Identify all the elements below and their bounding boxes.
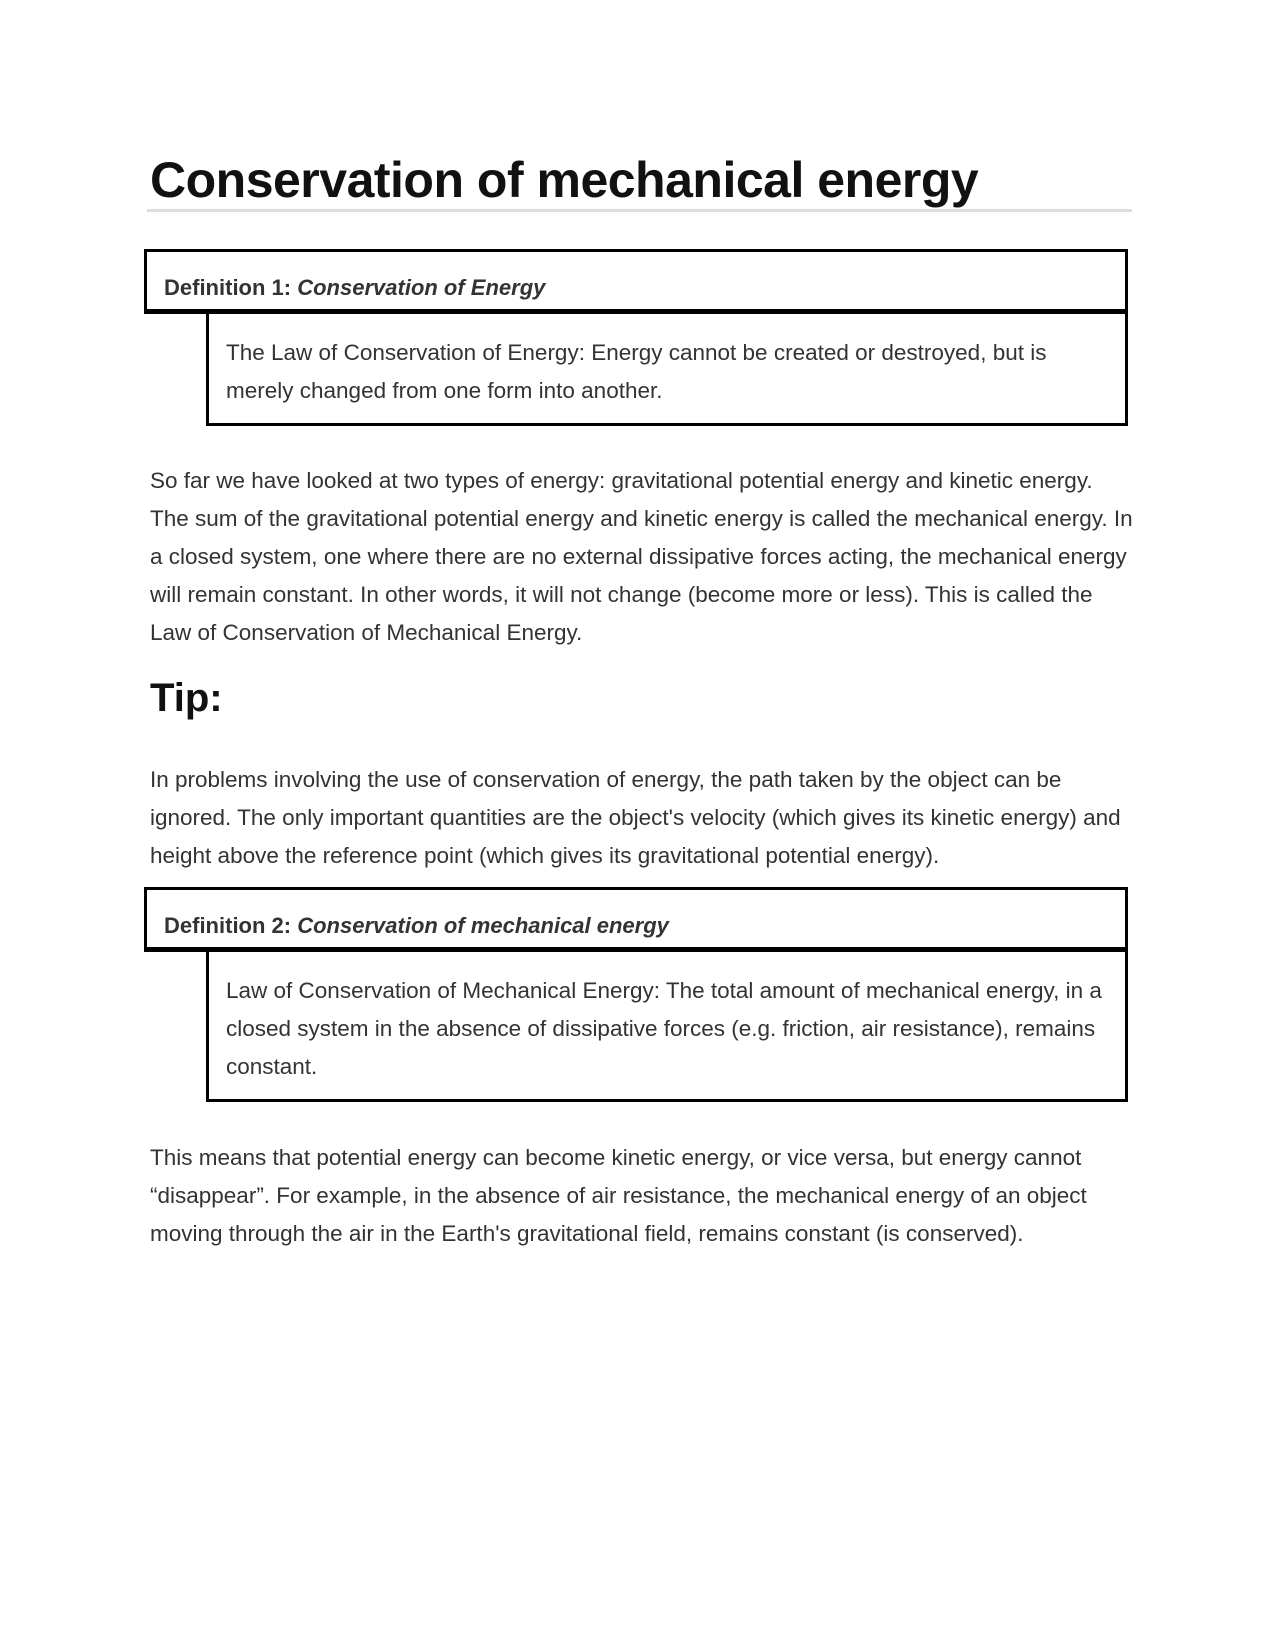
definition-2-body <box>206 952 1128 1102</box>
definition-1-text: The Law of Conservation of Energy: Energy cannot be created or destroyed, but is merely changed from one form into another. <box>226 340 1047 403</box>
tip-heading: Tip: <box>150 676 223 720</box>
definition-2-heading <box>164 913 669 939</box>
page-title: Conservation of mechanical energy <box>150 152 979 208</box>
title-divider <box>147 209 1132 212</box>
definition-1-header <box>144 249 1128 314</box>
definition-2-term: Conservation of mechanical energy <box>297 913 669 938</box>
paragraph-mechanical-energy: So far we have looked at two types of energy: gravitational potential energy and kinetic energy. The sum of the gravitational potential energy and kinetic energy is called the mechanical energy. In a closed system, one where there are no external dissipative forces acting, the mechanical energy will remain constant. In other words, it will not change (become more or less). This is called the Law of Conservation of Mechanical Energy. <box>150 468 1133 645</box>
definition-1-term: Conservation of Energy <box>297 275 546 300</box>
definition-2-header <box>144 887 1128 952</box>
definition-2-label: Definition 2: <box>164 913 292 938</box>
paragraph-tip: In problems involving the use of conservation of energy, the path taken by the object can be ignored. The only important quantities are the object's velocity (which gives its kinetic energy) and height above the reference point (which gives its gravitational potential energy). <box>150 767 1121 868</box>
definition-1-body <box>206 314 1128 426</box>
definition-2-text: Law of Conservation of Mechanical Energy: The total amount of mechanical energy, in a closed system in the absence of dissipative forces (e.g. friction, air resistance), remains constant. <box>226 978 1102 1079</box>
definition-1-label: Definition 1: <box>164 275 292 300</box>
paragraph-conclusion: This means that potential energy can become kinetic energy, or vice versa, but energy cannot “disappear”. For example, in the absence of air resistance, the mechanical energy of an object moving through the air in the Earth's gravitational field, remains constant (is conserved). <box>150 1145 1087 1246</box>
definition-1-heading <box>164 275 545 301</box>
